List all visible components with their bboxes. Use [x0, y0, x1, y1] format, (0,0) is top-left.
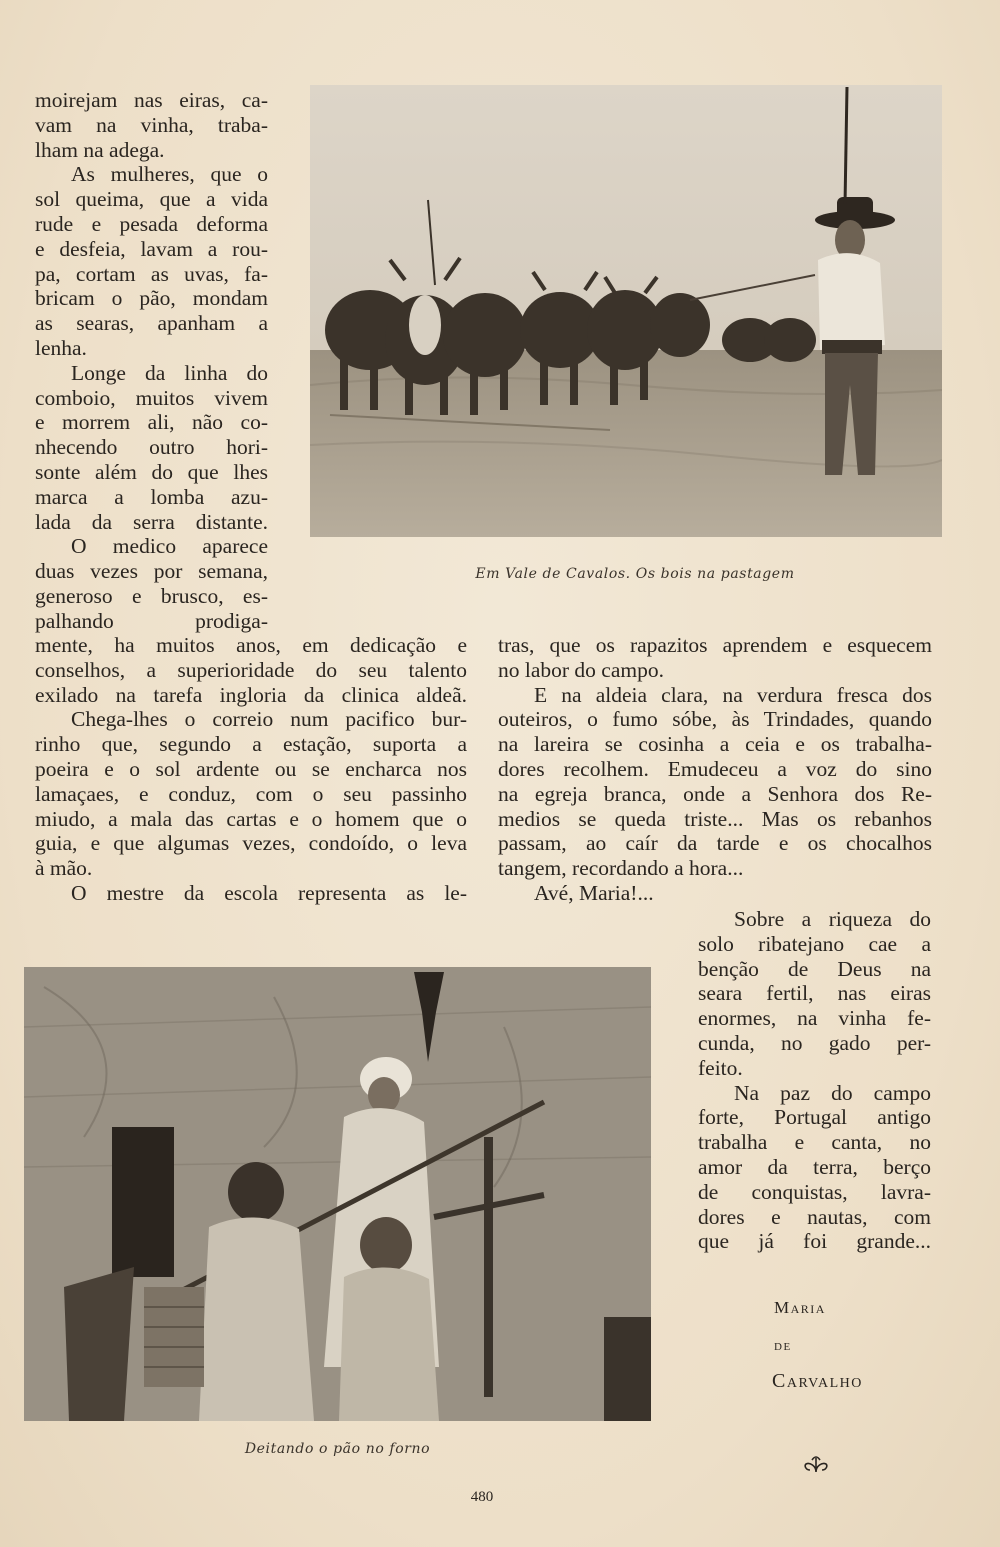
- text-line: bricam o pão, mondam: [35, 286, 268, 311]
- fleuron-icon: [802, 1452, 830, 1476]
- text-line: vam na vinha, traba-: [35, 112, 268, 137]
- author-line1: Maria: [774, 1298, 826, 1317]
- text-line: O mestre da escola representa as le-: [71, 880, 467, 905]
- oxen-photo-image: [310, 85, 942, 537]
- text-line: sonte além do que lhes: [35, 459, 268, 484]
- text-line: mente, ha muitos anos, em dedicação e: [35, 633, 467, 657]
- author-line3: Carvalho: [772, 1370, 863, 1392]
- text-line: guia, e que algumas vezes, condoído, o leva: [35, 831, 467, 856]
- text-line: rude e pesada deforma: [35, 211, 268, 236]
- text-line: tangem, recordando a hora...: [498, 856, 744, 881]
- text-line: Avé, Maria!...: [534, 880, 654, 905]
- text-line: miudo, a mala das cartas e o homem que o: [35, 806, 467, 831]
- right-column-top: [498, 633, 932, 906]
- author-line2: de: [774, 1338, 792, 1354]
- left-column-top: [35, 88, 268, 634]
- text-line: cunda, no gado per-: [698, 1030, 931, 1055]
- text-line: as searas, apanham a: [35, 311, 268, 336]
- text-line: outeiros, o fumo sóbe, às Trindades, quando: [498, 707, 932, 732]
- text-line: palhando prodiga-: [35, 608, 268, 633]
- text-line: E na aldeia clara, na verdura fresca dos: [534, 682, 932, 707]
- text-line: dores e nautas, com: [698, 1204, 931, 1229]
- text-line: lamaçaes, e conduz, com o seu passinho: [35, 781, 467, 806]
- text-line: e desfeia, lavam a rou-: [35, 236, 268, 261]
- text-line: passam, ao caír da tarde e os chocalhos: [498, 831, 932, 856]
- text-line: enormes, na vinha fe-: [698, 1006, 931, 1031]
- text-line: lada da serra distante.: [35, 509, 268, 534]
- text-line: conselhos, a superioridade do seu talento: [35, 657, 467, 682]
- text-line: trabalha e canta, no: [698, 1130, 931, 1155]
- photo-oxen-pasture: [310, 85, 942, 537]
- text-line: feito.: [698, 1055, 743, 1080]
- text-line: que já foi grande...: [698, 1229, 931, 1254]
- photo-bottom-caption: Deitando o pão no forno: [244, 1441, 431, 1457]
- text-line: pa, cortam as uvas, fa-: [35, 261, 268, 286]
- text-line: tras, que os rapazitos aprendem e esquecem: [498, 633, 932, 657]
- text-line: Na paz do campo: [734, 1080, 931, 1105]
- text-line: Chega-lhes o correio num pacifico bur-: [71, 707, 467, 732]
- text-line: seara fertil, nas eiras: [698, 981, 931, 1006]
- text-line: poeira e o sol ardente ou se encharca nos: [35, 756, 467, 781]
- text-line: marca a lomba azu-: [35, 484, 268, 509]
- text-line: e morrem ali, não co-: [35, 410, 268, 435]
- text-line: sol queima, que a vida: [35, 187, 268, 212]
- text-line: exilado na tarefa ingloria da clinica aldeã.: [35, 682, 467, 707]
- text-line: amor da terra, berço: [698, 1154, 931, 1179]
- photo-bread-oven: [24, 967, 651, 1421]
- text-line: solo ribatejano cae a: [698, 931, 931, 956]
- text-line: no labor do campo.: [498, 657, 664, 682]
- text-line: dores recolhem. Emudeceu a voz do sino: [498, 756, 932, 781]
- text-line: generoso e brusco, es-: [35, 583, 268, 608]
- text-line: na lareira se cosinha a ceia e os trabalha-: [498, 732, 932, 757]
- text-line: Longe da linha do: [71, 360, 268, 385]
- text-line: nhecendo outro hori-: [35, 435, 268, 460]
- text-line: duas vezes por semana,: [35, 559, 268, 584]
- text-line: medios se queda triste... Mas os rebanhos: [498, 806, 932, 831]
- text-line: de conquistas, lavra-: [698, 1179, 931, 1204]
- text-line: Sobre a riqueza do: [734, 907, 931, 931]
- text-line: O medico aparece: [71, 534, 268, 559]
- text-line: à mão.: [35, 856, 93, 881]
- text-line: moirejam nas eiras, ca-: [35, 88, 268, 112]
- text-line: benção de Deus na: [698, 956, 931, 981]
- text-line: na egreja branca, onde a Senhora dos Re-: [498, 781, 932, 806]
- text-line: rinho que, segundo a estação, suporta a: [35, 732, 467, 757]
- text-line: forte, Portugal antigo: [698, 1105, 931, 1130]
- right-column-narrow: [698, 907, 931, 1254]
- left-column-bottom: [35, 633, 467, 906]
- text-line: lham na adega.: [35, 137, 165, 162]
- text-line: As mulheres, que o: [71, 162, 268, 187]
- photo-top-caption: Em Vale de Cavalos. Os bois na pastagem: [475, 566, 795, 582]
- page-number: 480: [470, 1489, 494, 1505]
- bread-oven-photo-image: [24, 967, 651, 1421]
- text-line: lenha.: [35, 335, 87, 360]
- text-line: comboio, muitos vivem: [35, 385, 268, 410]
